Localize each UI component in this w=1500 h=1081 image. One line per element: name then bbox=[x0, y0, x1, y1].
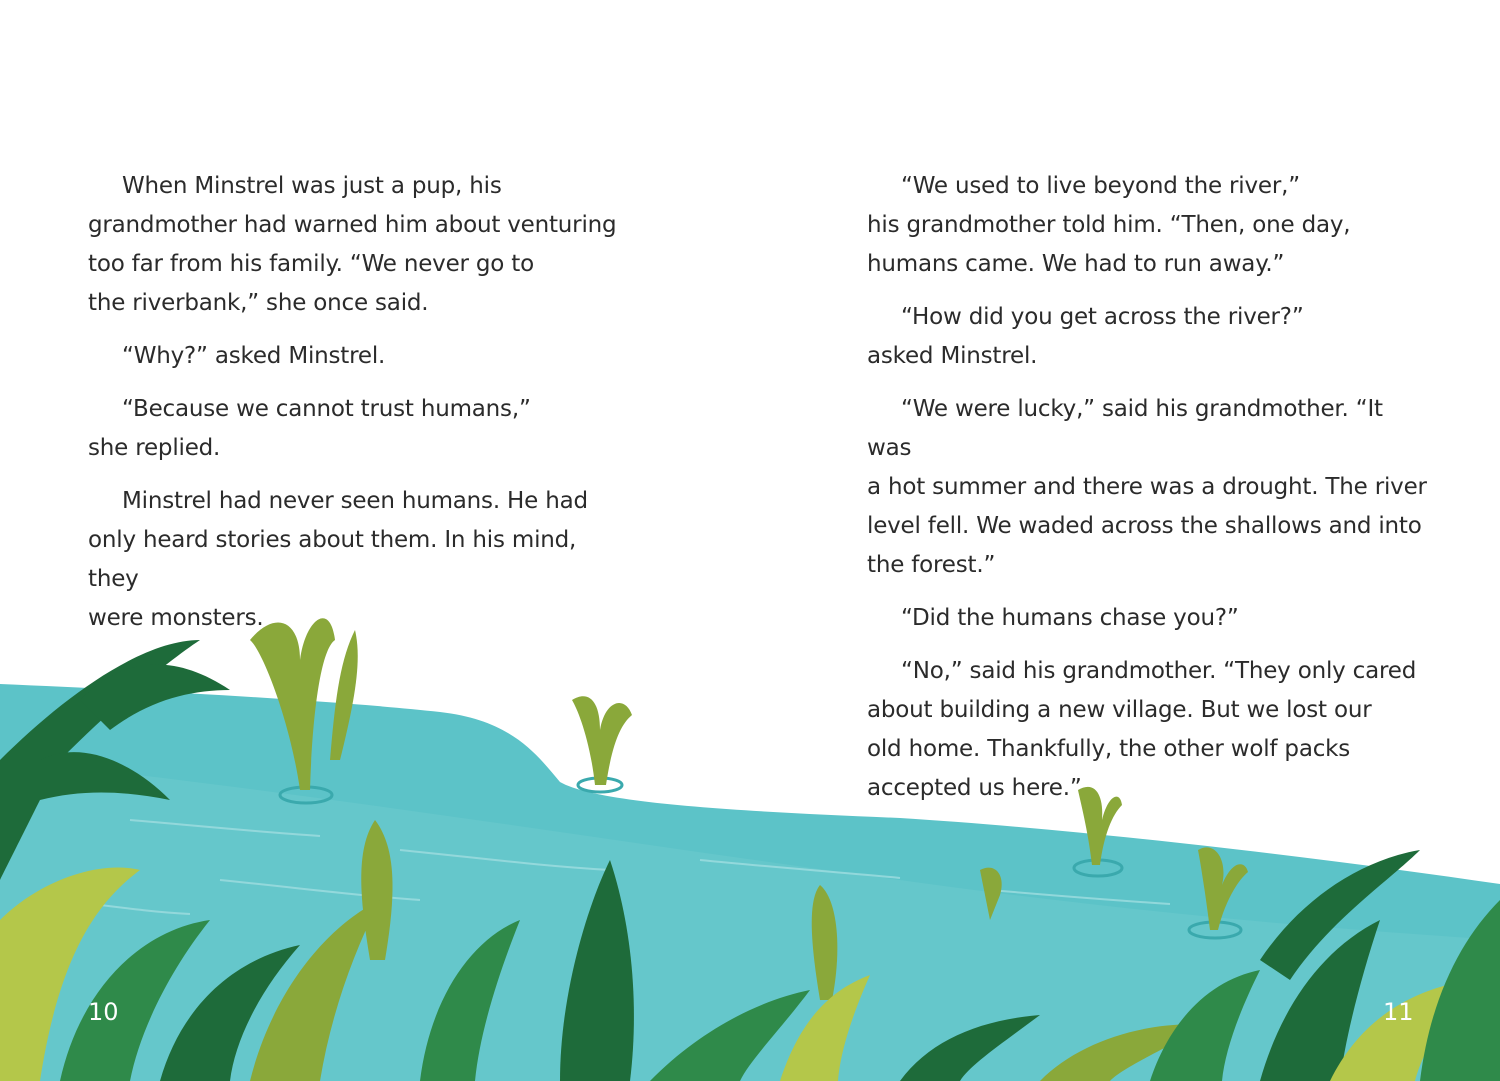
paragraph: When Minstrel was just a pup, his grandmother had warned him about venturing too far from his family. “We never go to the riverbank,” she once said. bbox=[88, 173, 617, 316]
paragraph: “We were lucky,” said his grandmother. “It was a hot summer and there was a drought. The river level fell. We waded across the shallows and into the forest.” bbox=[867, 396, 1427, 578]
page-number-right: 11 bbox=[1383, 998, 1414, 1026]
paragraph: “How did you get across the river?” asked Minstrel. bbox=[867, 304, 1304, 369]
page-number-left: 10 bbox=[88, 998, 119, 1026]
right-page-text bbox=[867, 167, 1427, 822]
paragraph: Minstrel had never seen humans. He had only heard stories about them. In his mind, they were monsters. bbox=[88, 488, 588, 631]
paragraph: “Did the humans chase you?” bbox=[901, 605, 1239, 631]
paragraph: “No,” said his grandmother. “They only cared about building a new village. But we lost our old home. Thankfully, the other wolf packs accepted us here.” bbox=[867, 658, 1417, 801]
paragraph: “We used to live beyond the river,” his grandmother told him. “Then, one day, humans came. We had to run away.” bbox=[867, 173, 1351, 277]
paragraph: “Why?” asked Minstrel. bbox=[122, 343, 386, 369]
paragraph: “Because we cannot trust humans,” she replied. bbox=[88, 396, 531, 461]
left-page-text bbox=[88, 167, 628, 652]
